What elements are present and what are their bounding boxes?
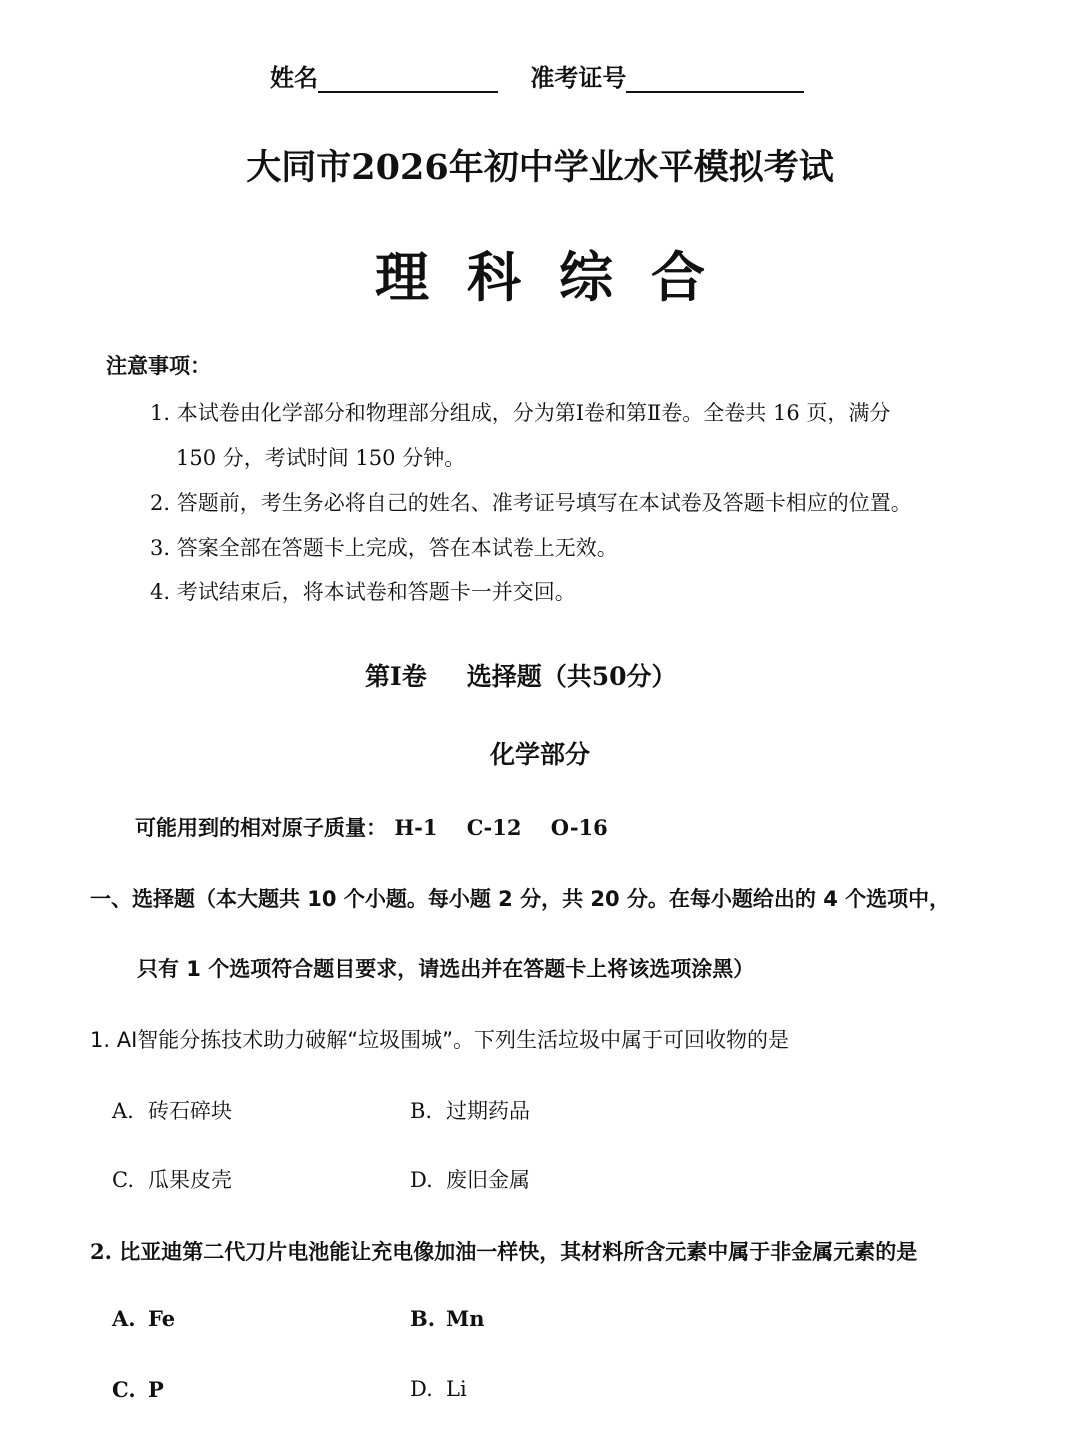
name-blank bbox=[318, 65, 498, 93]
note-item-continued: 150 分，考试时间 150 分钟。 bbox=[176, 446, 466, 470]
candidate-info-line bbox=[270, 58, 828, 93]
note-item: 1. 本试卷由化学部分和物理部分组成，分为第Ⅰ卷和第Ⅱ卷。全卷共 16 页，满分 bbox=[150, 401, 891, 425]
option-b: B. 过期药品 bbox=[410, 1099, 530, 1123]
chemistry-part-title: 化学部分 bbox=[489, 740, 590, 769]
section-part: 第I卷 bbox=[365, 662, 427, 691]
exam-id-label: 准考证号 bbox=[530, 63, 627, 92]
note-item: 4. 考试结束后，将本试卷和答题卡一并交回。 bbox=[150, 580, 576, 604]
section-title bbox=[365, 657, 677, 693]
question-2: 2. 比亚迪第二代刀片电池能让充电像加油一样快，其材料所含元素中属于非金属元素的是 bbox=[90, 1239, 918, 1264]
option-c: C. 瓜果皮壳 bbox=[112, 1168, 232, 1192]
option-c: C. P bbox=[112, 1377, 164, 1402]
note-item: 2. 答题前，考生务必将自己的姓名、准考证号填写在本试卷及答题卡相应的位置。 bbox=[150, 491, 912, 515]
atomic-mass-c: C-12 bbox=[466, 815, 522, 840]
option-a: A. 砖石碎块 bbox=[112, 1099, 232, 1123]
option-d: D. Li bbox=[410, 1377, 467, 1401]
option-a: A. Fe bbox=[112, 1306, 176, 1331]
atomic-mass-h: H-1 bbox=[394, 815, 438, 840]
option-b: B. Mn bbox=[410, 1306, 485, 1331]
atomic-mass-line bbox=[135, 812, 608, 842]
atomic-mass-label: 可能用到的相对原子质量： bbox=[135, 815, 387, 840]
option-d: D. 废旧金属 bbox=[410, 1168, 530, 1192]
atomic-mass-o: O-16 bbox=[550, 815, 608, 840]
notes-heading: 注意事项： bbox=[106, 353, 211, 378]
subject-title: 理科综合 bbox=[375, 246, 743, 309]
mc-section-heading-continued: 只有 1 个选项符合题目要求，请选出并在答题卡上将该选项涂黑） bbox=[137, 957, 755, 981]
name-label: 姓名 bbox=[270, 63, 318, 92]
section-name: 选择题（共50分） bbox=[466, 662, 677, 691]
question-1: 1. AI智能分拣技术助力破解“垃圾围城”。下列生活垃圾中属于可回收物的是 bbox=[90, 1028, 790, 1052]
exam-id-blank bbox=[626, 65, 804, 93]
mc-section-heading: 一、选择题（本大题共 10 个小题。每小题 2 分，共 20 分。在每小题给出的 4 个选项中， bbox=[90, 887, 951, 911]
note-item: 3. 答案全部在答题卡上完成，答在本试卷上无效。 bbox=[150, 536, 618, 560]
exam-title: 大同市2026年初中学业水平模拟考试 bbox=[246, 147, 834, 188]
